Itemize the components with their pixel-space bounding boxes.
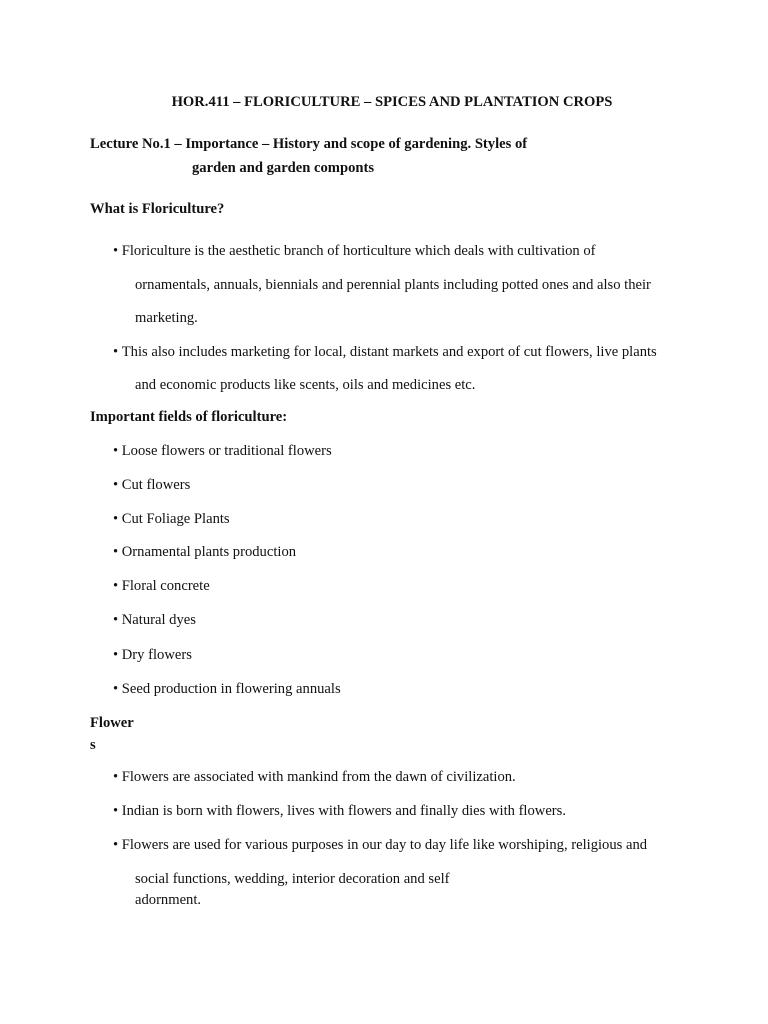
- bullet-marketing-line2: and economic products like scents, oils and medicines etc.: [135, 377, 476, 393]
- list-item: • Cut Foliage Plants: [113, 510, 230, 528]
- lecture-heading-line1: Lecture No.1 – Importance – History and scope of gardening. Styles of: [90, 136, 528, 152]
- bullet-definition-line2: ornamentals, annuals, biennials and perennial plants including potted ones and also their: [135, 277, 651, 293]
- bullet-definition-line1: • Floriculture is the aesthetic branch of horticulture which deals with cultivation of: [113, 242, 596, 260]
- list-item: • Natural dyes: [113, 611, 196, 629]
- bullet-flowers-purposes-line3: adornment.: [135, 892, 202, 908]
- section-heading-flowers-part2: s: [90, 737, 96, 753]
- list-item: • Loose flowers or traditional flowers: [113, 442, 332, 460]
- list-item: • Dry flowers: [113, 646, 192, 664]
- bullet-flowers-purposes-line2: social functions, wedding, interior decoration and self: [135, 871, 450, 887]
- list-item: • Cut flowers: [113, 476, 190, 494]
- section-heading-important-fields: Important fields of floriculture:: [90, 409, 288, 425]
- list-item: • Floral concrete: [113, 577, 210, 595]
- lecture-heading-line2: garden and garden componts: [192, 160, 375, 176]
- bullet-flowers-purposes-line1: • Flowers are used for various purposes in our day to day life like worshiping, religious and: [113, 836, 647, 854]
- bullet-definition-line3: marketing.: [135, 310, 198, 326]
- bullet-marketing-line1: • This also includes marketing for local, distant markets and export of cut flowers, live plants: [113, 343, 657, 361]
- bullet-flowers-mankind: • Flowers are associated with mankind from the dawn of civilization.: [113, 768, 516, 786]
- bullet-flowers-indian: • Indian is born with flowers, lives with flowers and finally dies with flowers.: [113, 802, 566, 820]
- list-item: • Seed production in flowering annuals: [113, 680, 341, 698]
- list-item: • Ornamental plants production: [113, 543, 296, 561]
- document-title: HOR.411 – FLORICULTURE – SPICES AND PLANTATION CROPS: [171, 94, 613, 110]
- section-heading-flowers-part1: Flower: [90, 715, 134, 731]
- section-heading-what-is-floriculture: What is Floriculture?: [90, 201, 225, 217]
